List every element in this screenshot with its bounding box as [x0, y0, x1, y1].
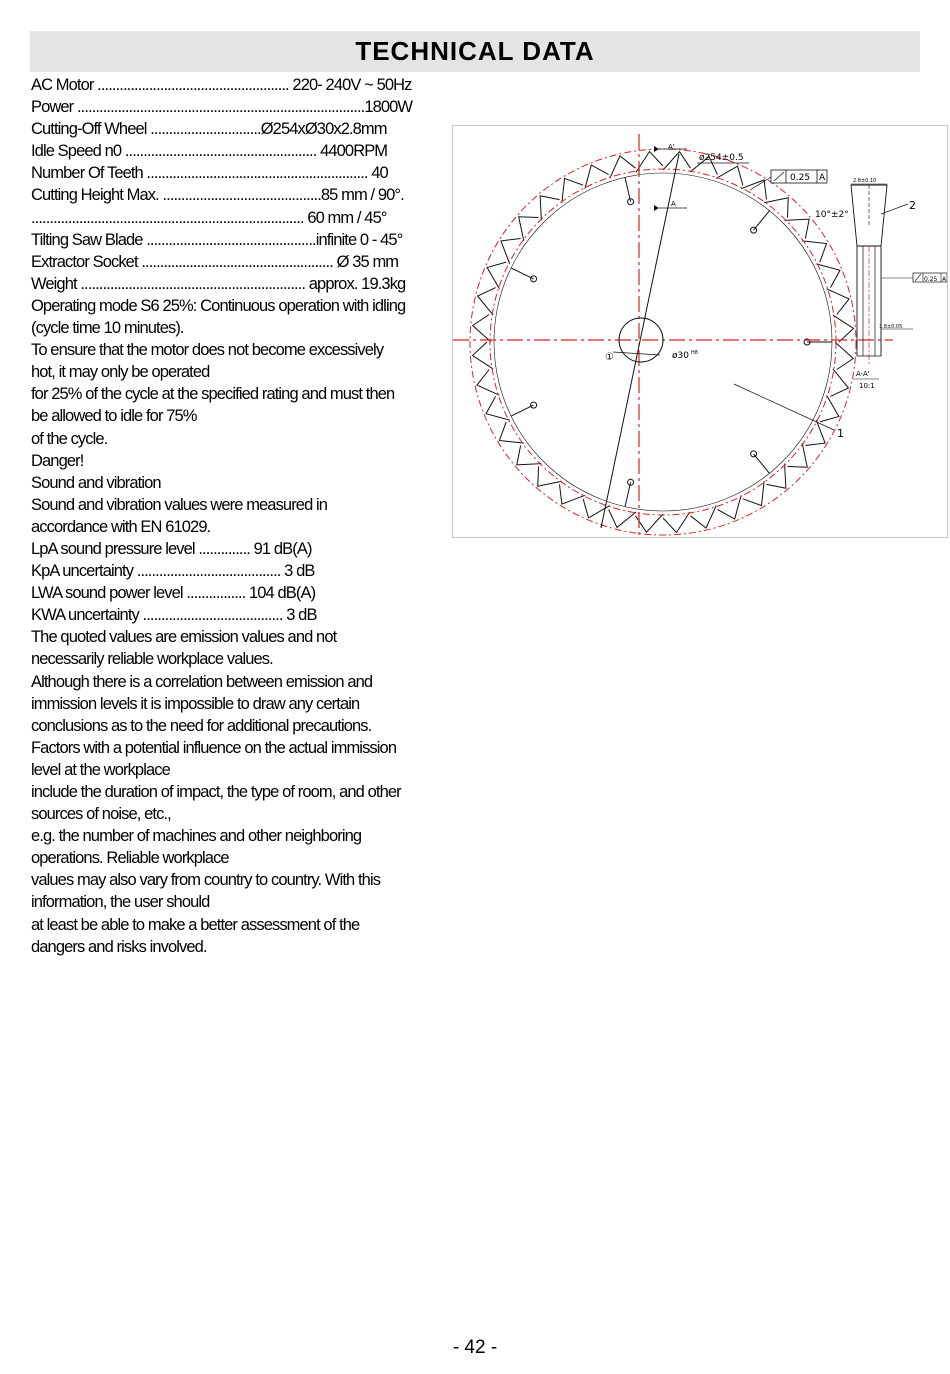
spec-line: Power ..............................................................................1800W [31, 98, 413, 117]
technical-data-text [31, 74, 451, 958]
text-line: Factors with a potential influence on the actual immission [31, 738, 397, 757]
bore-callout: ① [605, 352, 614, 363]
expansion-slot [511, 268, 533, 279]
side-datum-label: A [942, 276, 947, 283]
spec-line: LpA sound pressure level .............. 91 dB(A) [31, 539, 312, 558]
scale-label: 10:1 [859, 382, 875, 390]
section-mark-lower: A [671, 200, 676, 208]
outer-diameter-label: ø254±0.5 [699, 153, 744, 163]
saw-blade-svg [453, 126, 947, 537]
text-line: sources of noise, etc., [31, 805, 171, 824]
text-line: necessarily reliable workplace values. [31, 650, 273, 669]
expansion-slot-hole [751, 227, 757, 233]
text-line: values may also vary from country to country. With this [31, 871, 381, 890]
bore-diameter-label: ø30 [672, 351, 689, 361]
text-line: include the duration of impact, the type of room, and other [31, 783, 401, 801]
expansion-slot [754, 211, 770, 230]
text-line: e.g. the number of machines and other neighboring [31, 827, 362, 846]
expansion-slot-hole [751, 451, 757, 457]
text-line: of the cycle. [31, 429, 108, 448]
text-line: level at the workplace [31, 760, 170, 779]
spec-line: Weight ............................................................. approx. 19.3kg [31, 274, 406, 293]
spec-line: Tilting Saw Blade ..............................................infinite 0 - 45° [31, 230, 403, 249]
spec-line: Idle Speed n0 .................................................... 4400RPM [31, 142, 388, 161]
page-title: TECHNICAL DATA [355, 36, 595, 66]
spec-line: AC Motor .................................................... 220- 240V ~ 50Hz [31, 76, 412, 94]
spec-line: Extractor Socket .................................................... Ø 35 mm [31, 252, 399, 271]
section-label: A-A' [856, 370, 870, 378]
text-line: (cycle time 10 minutes). [31, 319, 184, 338]
text-line: Although there is a correlation between emission and [31, 672, 373, 691]
spec-line: Number Of Teeth ............................................................ 40 [31, 164, 388, 183]
tooth-width-label: 2.8±0.10 [853, 178, 877, 184]
text-line: information, the user should [31, 893, 210, 912]
plate-thickness-label: 1.8±0.05 [879, 324, 903, 330]
bore-tolerance-label: H8 [691, 350, 698, 356]
expansion-slot [511, 405, 533, 416]
spec-line: Cutting-Off Wheel ..............................Ø254xØ30x2.8mm [31, 120, 387, 139]
callout-1: 1 [837, 427, 844, 440]
expansion-slot [625, 177, 631, 201]
text-line: Operating mode S6 25%: Continuous operation with idling [31, 296, 406, 315]
side-flatness-value: 0.25 [924, 276, 938, 283]
text-line: for 25% of the cycle at the specified rating and must then [31, 385, 395, 404]
spec-line: LWA sound power level ................ 104 dB(A) [31, 584, 316, 603]
datum-label: A [819, 173, 826, 183]
page-number: - 42 - [452, 1337, 498, 1358]
expansion-slot [625, 482, 631, 506]
text-line: at least be able to make a better assessment of the [31, 915, 360, 934]
expansion-slots [511, 177, 832, 506]
section-line [601, 154, 679, 528]
callout-2: 2 [909, 199, 916, 212]
spec-line: KWA uncertainty ...................................... 3 dB [31, 606, 317, 625]
spec-line: KpA uncertainty ....................................... 3 dB [31, 562, 315, 581]
text-line: Sound and vibration [31, 473, 161, 492]
text-line: The quoted values are emission values and not [31, 628, 337, 647]
text-line: dangers and risks involved. [31, 937, 207, 956]
text-line: To ensure that the motor does not become excessively [31, 341, 384, 360]
text-line: Sound and vibration values were measured in [31, 495, 328, 514]
expansion-slot [754, 454, 770, 473]
text-line: operations. Reliable workplace [31, 849, 229, 868]
flatness-value: 0.25 [790, 173, 811, 183]
text-line: accordance with EN 61029. [31, 517, 211, 536]
section-mark: A' [668, 143, 675, 151]
spec-line: Cutting Height Max. ...........................................85 mm / 90°. [31, 186, 404, 205]
text-line: hot, it may only be operated [31, 363, 210, 382]
text-line: immission levels it is impossible to draw any certain [31, 694, 360, 713]
text-line: Danger! [31, 451, 84, 470]
tooth-angle-label: 10°±2° [815, 210, 849, 220]
bore-leader [613, 352, 660, 355]
title-bar [30, 31, 920, 72]
text-line: conclusions as to the need for additional precautions. [31, 716, 372, 735]
spec-line: .......................................................................... 60 mm / 45° [31, 208, 387, 227]
text-line: be allowed to idle for 75% [31, 407, 197, 426]
saw-blade-drawing [452, 125, 948, 538]
